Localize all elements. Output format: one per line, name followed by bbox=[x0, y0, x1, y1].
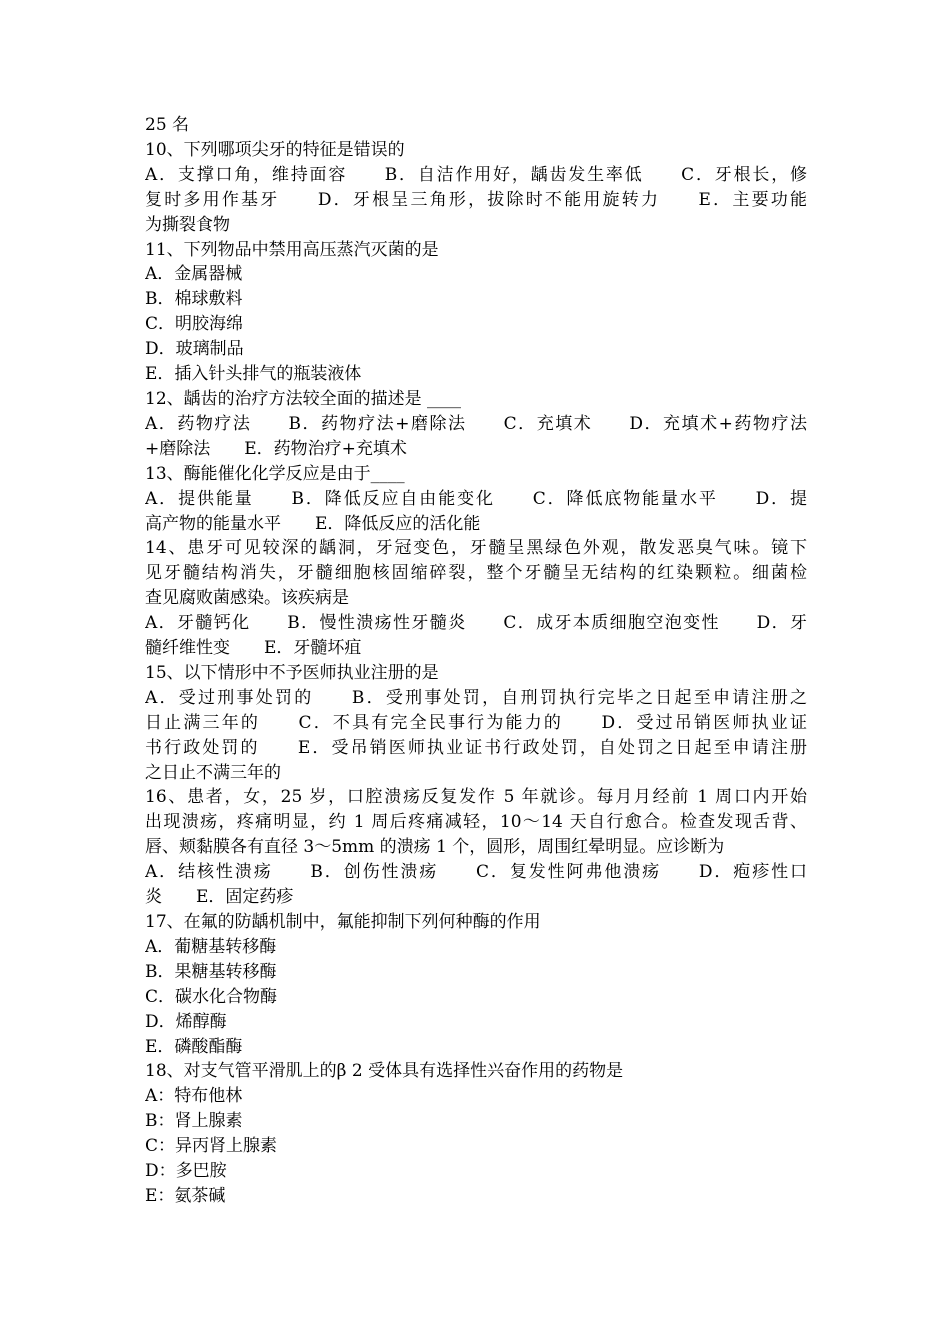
text-line: 25 名 bbox=[145, 115, 190, 135]
question-17-option-d: D．烯醇酶 bbox=[145, 1011, 227, 1032]
question-17-title: 17、在氟的防龋机制中，氟能抑制下列何种酶的作用 bbox=[145, 912, 541, 932]
question-12-options: +磨除法 E．药物治疗+充填术 bbox=[145, 438, 407, 459]
question-12-options: A．药物疗法 B．药物疗法+磨除法 C．充填术 D．充填术+药物疗法 bbox=[145, 413, 807, 434]
question-18-option-e: E：氨茶碱 bbox=[145, 1185, 226, 1206]
question-11-option-d: D．玻璃制品 bbox=[145, 339, 244, 360]
question-11-option-b: B．棉球敷料 bbox=[145, 289, 243, 310]
question-17-option-a: A．葡糖基转移酶 bbox=[145, 936, 277, 957]
question-14-options: 髓纤维性变 E．牙髓坏疽 bbox=[145, 638, 362, 659]
question-16-title: 出现溃疡，疼痛明显，约 1 周后疼痛减轻，10～14 天自行愈合。检查发现舌背、 bbox=[145, 812, 807, 833]
question-14-options: A．牙髓钙化 B．慢性溃疡性牙髓炎 C．成牙本质细胞空泡变性 D．牙 bbox=[145, 613, 807, 634]
question-14-title: 14、患牙可见较深的龋洞，牙冠变色，牙髓呈黑绿色外观，散发恶臭气味。镜下 bbox=[145, 538, 807, 559]
question-13-options: 高产物的能量水平 E．降低反应的活化能 bbox=[145, 513, 481, 534]
question-16-options: A．结核性溃疡 B．创伤性溃疡 C．复发性阿弗他溃疡 D．疱疹性口 bbox=[145, 862, 807, 883]
question-16-title: 16、患者，女，25 岁，口腔溃疡反复发作 5 年就诊。每月月经前 1 周口内开始 bbox=[145, 787, 807, 808]
question-17-option-c: C．碳水化合物酶 bbox=[145, 986, 278, 1007]
question-10-options: A．支撑口角，维持面容 B．自洁作用好，龋齿发生率低 C．牙根长，修 bbox=[145, 164, 807, 185]
question-11-option-c: C．明胶海绵 bbox=[145, 314, 244, 335]
question-15-options: 日止满三年的 C．不具有完全民事行为能力的 D．受过吊销医师执业证 bbox=[145, 712, 807, 733]
question-18-option-c: C：异丙肾上腺素 bbox=[145, 1136, 278, 1157]
document-page bbox=[145, 113, 807, 1209]
question-18-title: 18、对支气管平滑肌上的β 2 受体具有选择性兴奋作用的药物是 bbox=[145, 1061, 624, 1082]
question-13-title: 13、酶能催化化学反应是由于____ bbox=[145, 463, 405, 484]
question-13-options: A．提供能量 B．降低反应自由能变化 C．降低底物能量水平 D．提 bbox=[145, 488, 807, 509]
question-10-title: 10、下列哪项尖牙的特征是错误的 bbox=[145, 139, 405, 160]
question-16-title: 唇、颊黏膜各有直径 3～5mm 的溃疡 1 个，圆形，周围红晕明显。应诊断为 bbox=[145, 837, 725, 858]
question-15-options: 之日止不满三年的 bbox=[145, 762, 281, 783]
question-18-option-d: D：多巴胺 bbox=[145, 1161, 227, 1182]
question-10-options: 复时多用作基牙 D．牙根呈三角形，拔除时不能用旋转力 E．主要功能 bbox=[145, 189, 807, 210]
question-15-options: A．受过刑事处罚的 B．受刑事处罚，自刑罚执行完毕之日起至申请注册之 bbox=[145, 687, 807, 708]
question-17-option-e: E．磷酸酯酶 bbox=[145, 1036, 243, 1057]
question-14-title: 见牙髓结构消失，牙髓细胞核固缩碎裂，整个牙髓呈无结构的红染颗粒。细菌检 bbox=[145, 563, 807, 584]
question-16-options: 炎 E．固定药疹 bbox=[145, 887, 294, 908]
question-10-options: 为撕裂食物 bbox=[145, 214, 230, 235]
question-12-title: 12、龋齿的治疗方法较全面的描述是 ____ bbox=[145, 388, 462, 409]
question-15-options: 书行政处罚的 E．受吊销医师执业证书行政处罚，自处罚之日起至申请注册 bbox=[145, 737, 807, 758]
question-15-title: 15、以下情形中不予医师执业注册的是 bbox=[145, 662, 439, 683]
question-14-title: 查见腐败菌感染。该疾病是 bbox=[145, 588, 349, 609]
question-11-option-e: E．插入针头排气的瓶装液体 bbox=[145, 364, 362, 385]
question-11-option-a: A．金属器械 bbox=[145, 264, 243, 285]
question-11-title: 11、下列物品中禁用高压蒸汽灭菌的是 bbox=[145, 239, 439, 260]
question-18-option-b: B：肾上腺素 bbox=[145, 1111, 243, 1132]
question-17-option-b: B．果糖基转移酶 bbox=[145, 961, 277, 982]
question-18-option-a: A：特布他林 bbox=[145, 1086, 243, 1107]
